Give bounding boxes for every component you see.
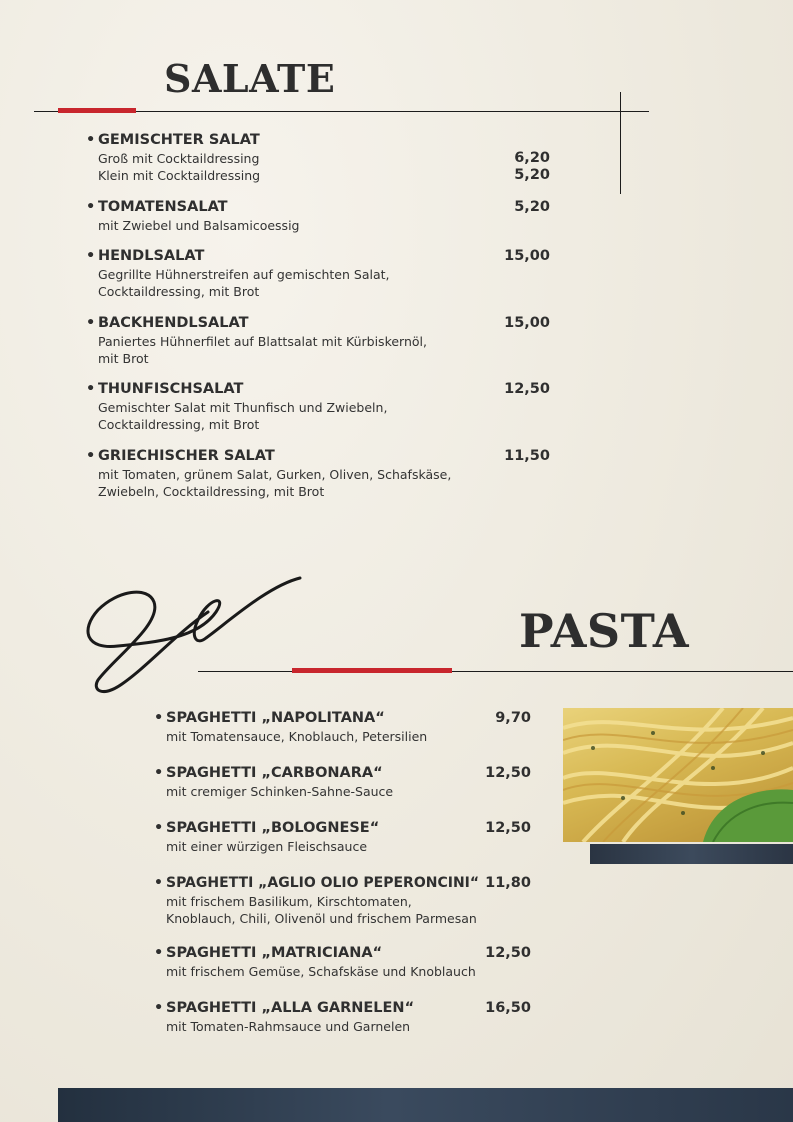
variant-price: 6,20 [514,150,550,166]
item-price: 5,20 [514,199,550,215]
bullet: • [154,875,163,891]
item-price: 12,50 [485,820,531,836]
item-desc: Paniertes Hühnerfilet auf Blattsalat mit Kürbiskernöl, [98,334,427,349]
item-desc: Knoblauch, Chili, Olivenöl und frischem Parmesan [166,911,477,926]
item-price: 16,50 [485,1000,531,1016]
item-price: 12,50 [485,765,531,781]
item-desc: mit Tomaten-Rahmsauce und Garnelen [166,1019,411,1034]
bullet: • [154,765,164,781]
bullet: • [86,132,96,148]
item-name: THUNFISCHSALAT [98,381,244,397]
salate-title: SALATE [164,56,336,101]
item-desc: mit Tomaten, grünem Salat, Gurken, Oliven, Schafskäse, [98,467,452,482]
item-desc: mit Tomatensauce, Knoblauch, Petersilien [166,729,428,744]
bullet: • [86,248,96,264]
item-name: HENDLSALAT [98,248,205,264]
pasta-divider [198,671,793,672]
variant-text: Groß mit Cocktaildressing [98,151,260,166]
item-name: SPAGHETTI „BOLOGNESE“ [166,820,380,836]
item-price: 12,50 [504,381,550,397]
bullet: • [86,315,96,331]
item-name: SPAGHETTI „NAPOLITANA“ [166,710,385,726]
item-variant [98,167,550,184]
item-desc: mit Brot [98,351,149,366]
item-desc: mit Zwiebel und Balsamicoessig [98,218,300,233]
item-name: SPAGHETTI „ALLA GARNELEN“ [166,1000,415,1016]
salate-item-tomaten [86,199,550,234]
spaghetti-photo [563,708,793,842]
item-name: SPAGHETTI „AGLIO OLIO PEPERONCINI“ [166,875,480,891]
item-desc: mit frischem Gemüse, Schafskäse und Knoblauch [166,964,476,979]
salate-item-thunfisch [86,381,550,433]
item-desc: Cocktaildressing, mit Brot [98,284,260,299]
pasta-item-matriciana [154,945,531,980]
bullet: • [86,199,96,215]
item-price: 11,50 [504,448,550,464]
bullet: • [86,448,96,464]
variant-text: Klein mit Cocktaildressing [98,168,261,183]
item-desc: mit einer würzigen Fleischsauce [166,839,368,854]
item-desc: Zwiebeln, Cocktaildressing, mit Brot [98,484,325,499]
salate-item-griechischer [86,448,550,500]
spaghetti-photo-art [563,708,793,842]
salate-item-hendl [86,248,550,300]
pasta-title: PASTA [519,604,690,658]
item-desc: Cocktaildressing, mit Brot [98,417,260,432]
pasta-item-aglio-olio [154,875,531,927]
pasta-accent-bar [292,668,452,673]
bullet: • [154,1000,164,1016]
item-price: 15,00 [504,248,550,264]
bullet: • [154,710,164,726]
item-price: 11,80 [485,875,531,891]
item-name: GEMISCHTER SALAT [98,132,260,148]
salate-vertical-line [620,92,621,194]
pasta-item-carbonara [154,765,531,800]
variant-price: 5,20 [514,167,550,183]
item-price: 12,50 [485,945,531,961]
item-name: TOMATENSALAT [98,199,228,215]
item-desc: mit frischem Basilikum, Kirschtomaten, [166,894,412,909]
bullet: • [154,945,164,961]
bullet: • [86,381,96,397]
item-variant [98,150,550,167]
item-price: 15,00 [504,315,550,331]
pasta-item-garnelen [154,1000,531,1035]
item-desc: Gegrillte Hühnerstreifen auf gemischten Salat, [98,267,390,282]
bullet: • [154,820,164,836]
item-desc: mit cremiger Schinken-Sahne-Sauce [166,784,394,799]
pasta-item-napolitana [154,710,531,745]
salate-item-gemischter [86,132,550,184]
item-name: SPAGHETTI „MATRICIANA“ [166,945,383,961]
item-name: SPAGHETTI „CARBONARA“ [166,765,383,781]
item-name: BACKHENDLSALAT [98,315,249,331]
pasta-item-bolognese [154,820,531,855]
decorative-swirl-icon [78,572,308,702]
item-price: 9,70 [495,710,531,726]
salate-item-backhendl [86,315,550,367]
item-name: GRIECHISCHER SALAT [98,448,275,464]
bottom-decorative-band [58,1088,793,1122]
photo-dark-strip [590,844,793,864]
item-desc: Gemischter Salat mit Thunfisch und Zwiebeln, [98,400,388,415]
salate-accent-bar [58,108,136,113]
